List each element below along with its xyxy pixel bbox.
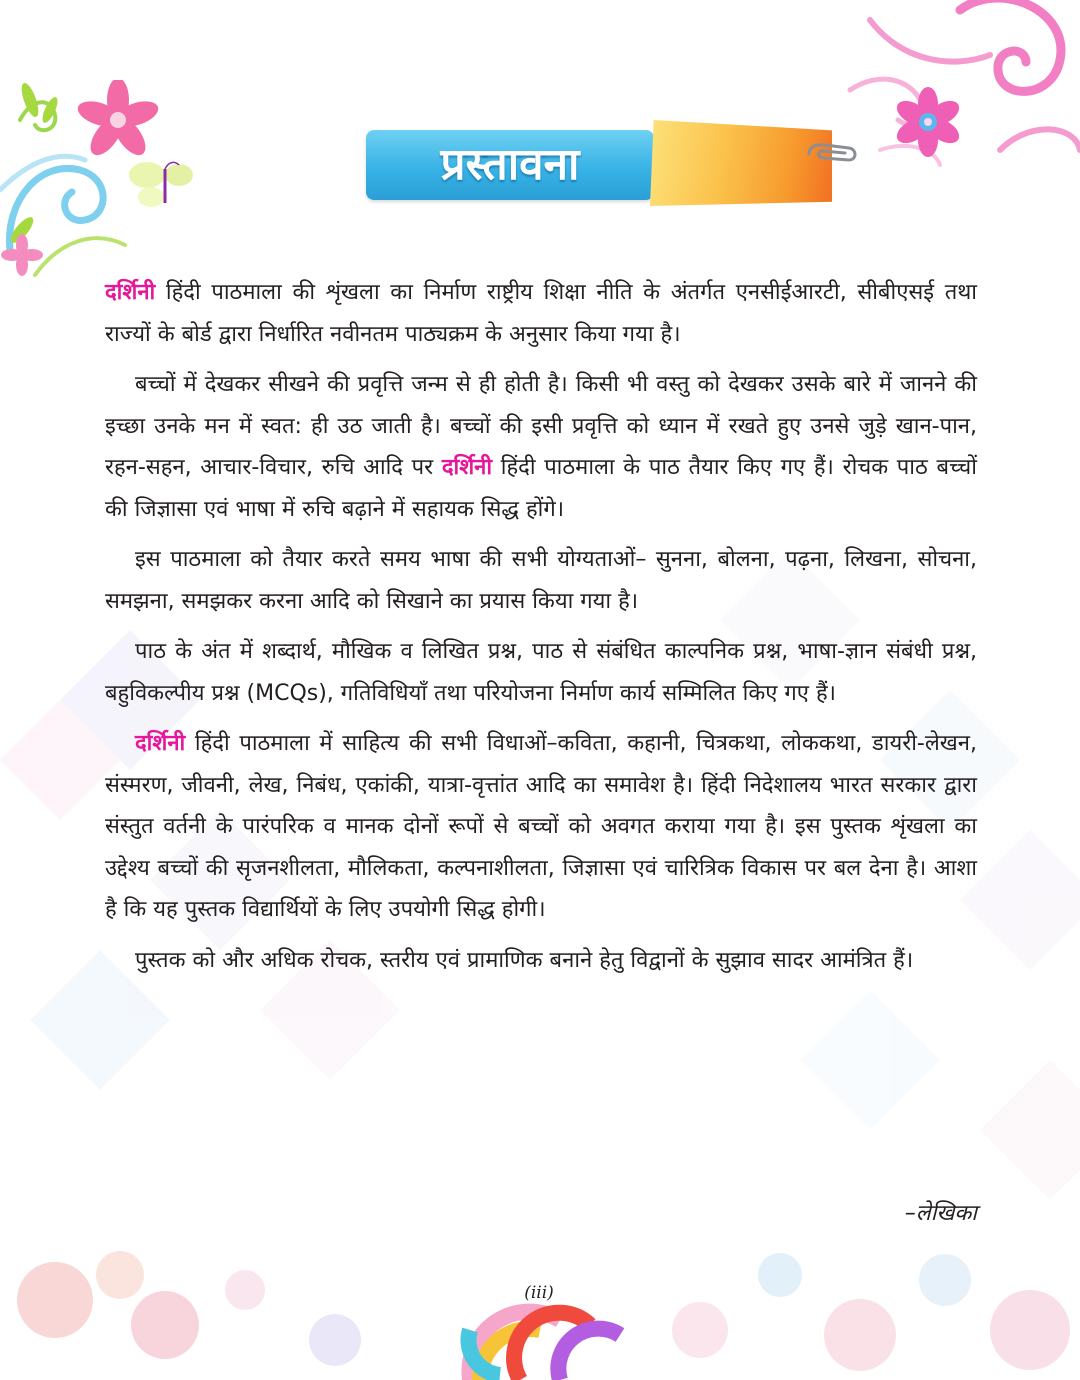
author-signature: –लेखिका: [904, 1201, 977, 1226]
paragraph-genres: दर्शिनी हिंदी पाठमाला में साहित्य की सभी विधाओं–कविता, कहानी, चित्रकथा, लोककथा, डायरी-लेखन, संस्मरण, जीवनी, लेख, निबंध, एकांकी, यात्रा-वृत्तांत आदि का समावेश है। हिंदी निदेशालय भारत सरकार द्वारा संस्तुत वर्तनी के पारंपरिक व मानक दोनों रूपों से बच्चों को अवगत कराया गया है। इस पुस्तक शृंखला का उद्देश्य बच्चों की सृजनशीलता, मौलिकता, कल्पनाशीलता, जिज्ञासा एवं चारित्रिक विकास पर बल देना है। आशा है कि यह पुस्तक विद्यार्थियों के लिए उपयोगी सिद्ध होगी।: [105, 731, 977, 922]
top-left-decoration: [0, 80, 230, 280]
paperclip-icon: [805, 140, 860, 168]
page-title: प्रस्तावना: [440, 139, 580, 190]
brand-name: दर्शिनी: [105, 280, 156, 305]
paragraph-suggestions: पुस्तक को और अधिक रोचक, स्तरीय एवं प्रामाणिक बनाने हेतु विद्वानों के सुझाव सादर आमंत्रित हैं।: [135, 947, 914, 973]
preface-body: [105, 272, 977, 990]
swirl-icon: [850, 0, 1080, 165]
brand-name: दर्शिनी: [135, 731, 186, 756]
rings-icon: [468, 1312, 620, 1380]
top-right-decoration: [840, 0, 1080, 175]
paragraph-intro: दर्शिनी हिंदी पाठमाला की शृंखला का निर्माण राष्ट्रीय शिक्षा नीति के अंतर्गत एनसीईआरटी, सीबीएसई तथा राज्यों के बोर्ड द्वारा निर्धारित नवीनतम पाठ्यक्रम के अनुसार किया गया है।: [105, 280, 977, 347]
brand-name: दर्शिनी: [441, 455, 493, 480]
paragraph-exercises: पाठ के अंत में शब्दार्थ, मौखिक व लिखित प्रश्न, पाठ से संबंधित काल्पनिक प्रश्न, भाषा-ज्ञान संबंधी प्रश्न, बहुविकल्पीय प्रश्न (MCQs), गतिविधियाँ तथा परियोजना निर्माण कार्य सम्मिलित किए गए हैं।: [105, 639, 977, 706]
paragraph-skills: इस पाठमाला को तैयार करते समय भाषा की सभी योग्यताओं– सुनना, बोलना, पढ़ना, लिखना, सोचना, समझना, समझकर करना आदि को सिखाने का प्रयास किया गया है।: [105, 547, 977, 614]
title-banner: [366, 130, 654, 200]
page-number: (iii): [524, 1283, 554, 1303]
paragraph-learning: बच्चों में देखकर सीखने की प्रवृत्ति जन्म से ही होती है। किसी भी वस्तु को देखकर उसके बारे में जानने की इच्छा उनके मन में स्वत: ही उठ जाती है। बच्चों की इसी प्रवृत्ति को ध्यान में रखते हुए उनसे जुड़े खान-पान, रहन-सहन, आचार-विचार, रुचि आदि पर दर्शिनी हिंदी पाठमाला के पाठ तैयार किए गए हैं। रोचक पाठ बच्चों की जिज्ञासा एवं भाषा में रुचि बढ़ाने में सहायक सिद्ध होंगे।: [105, 372, 977, 522]
butterfly-icon: [129, 162, 193, 207]
flower-icon: [75, 80, 162, 160]
